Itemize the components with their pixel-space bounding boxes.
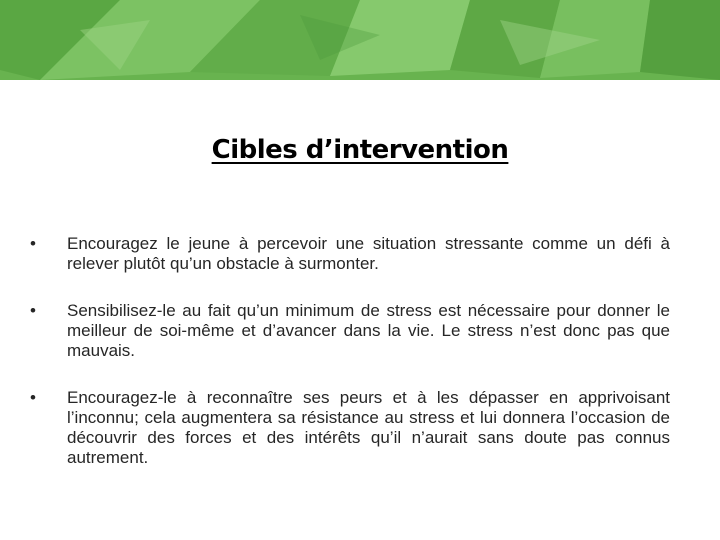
- bullet-text: Encouragez le jeune à percevoir une situation stressante comme un défi à relever plutôt qu’un obstacle à surmonter.: [67, 234, 670, 273]
- bullet-item: [30, 234, 670, 274]
- green-banner: [0, 0, 720, 80]
- banner-facet: [640, 0, 720, 80]
- bullet-item: [30, 388, 670, 468]
- bullet-icon: •: [30, 388, 36, 407]
- slide-title: Cibles d’intervention: [211, 135, 509, 165]
- bullet-icon: •: [30, 301, 36, 320]
- bullet-text: Sensibilisez-le au fait qu’un minimum de stress est nécessaire pour donner le meilleur de soi-même et d’avancer dans la vie. Le stress n’est donc pas que mauvais.: [67, 301, 670, 360]
- bullet-text: Encouragez-le à reconnaître ses peurs et à les dépasser en apprivoisant l’inconnu; cela augmentera sa résistance au stress et lui donnera l’occasion de découvrir des forces et des intérêts qu’il n’aurait sans doute pas connus autrement.: [67, 388, 670, 467]
- bullet-icon: •: [30, 234, 36, 253]
- bullet-item: [30, 301, 670, 361]
- bullet-list: [30, 234, 670, 468]
